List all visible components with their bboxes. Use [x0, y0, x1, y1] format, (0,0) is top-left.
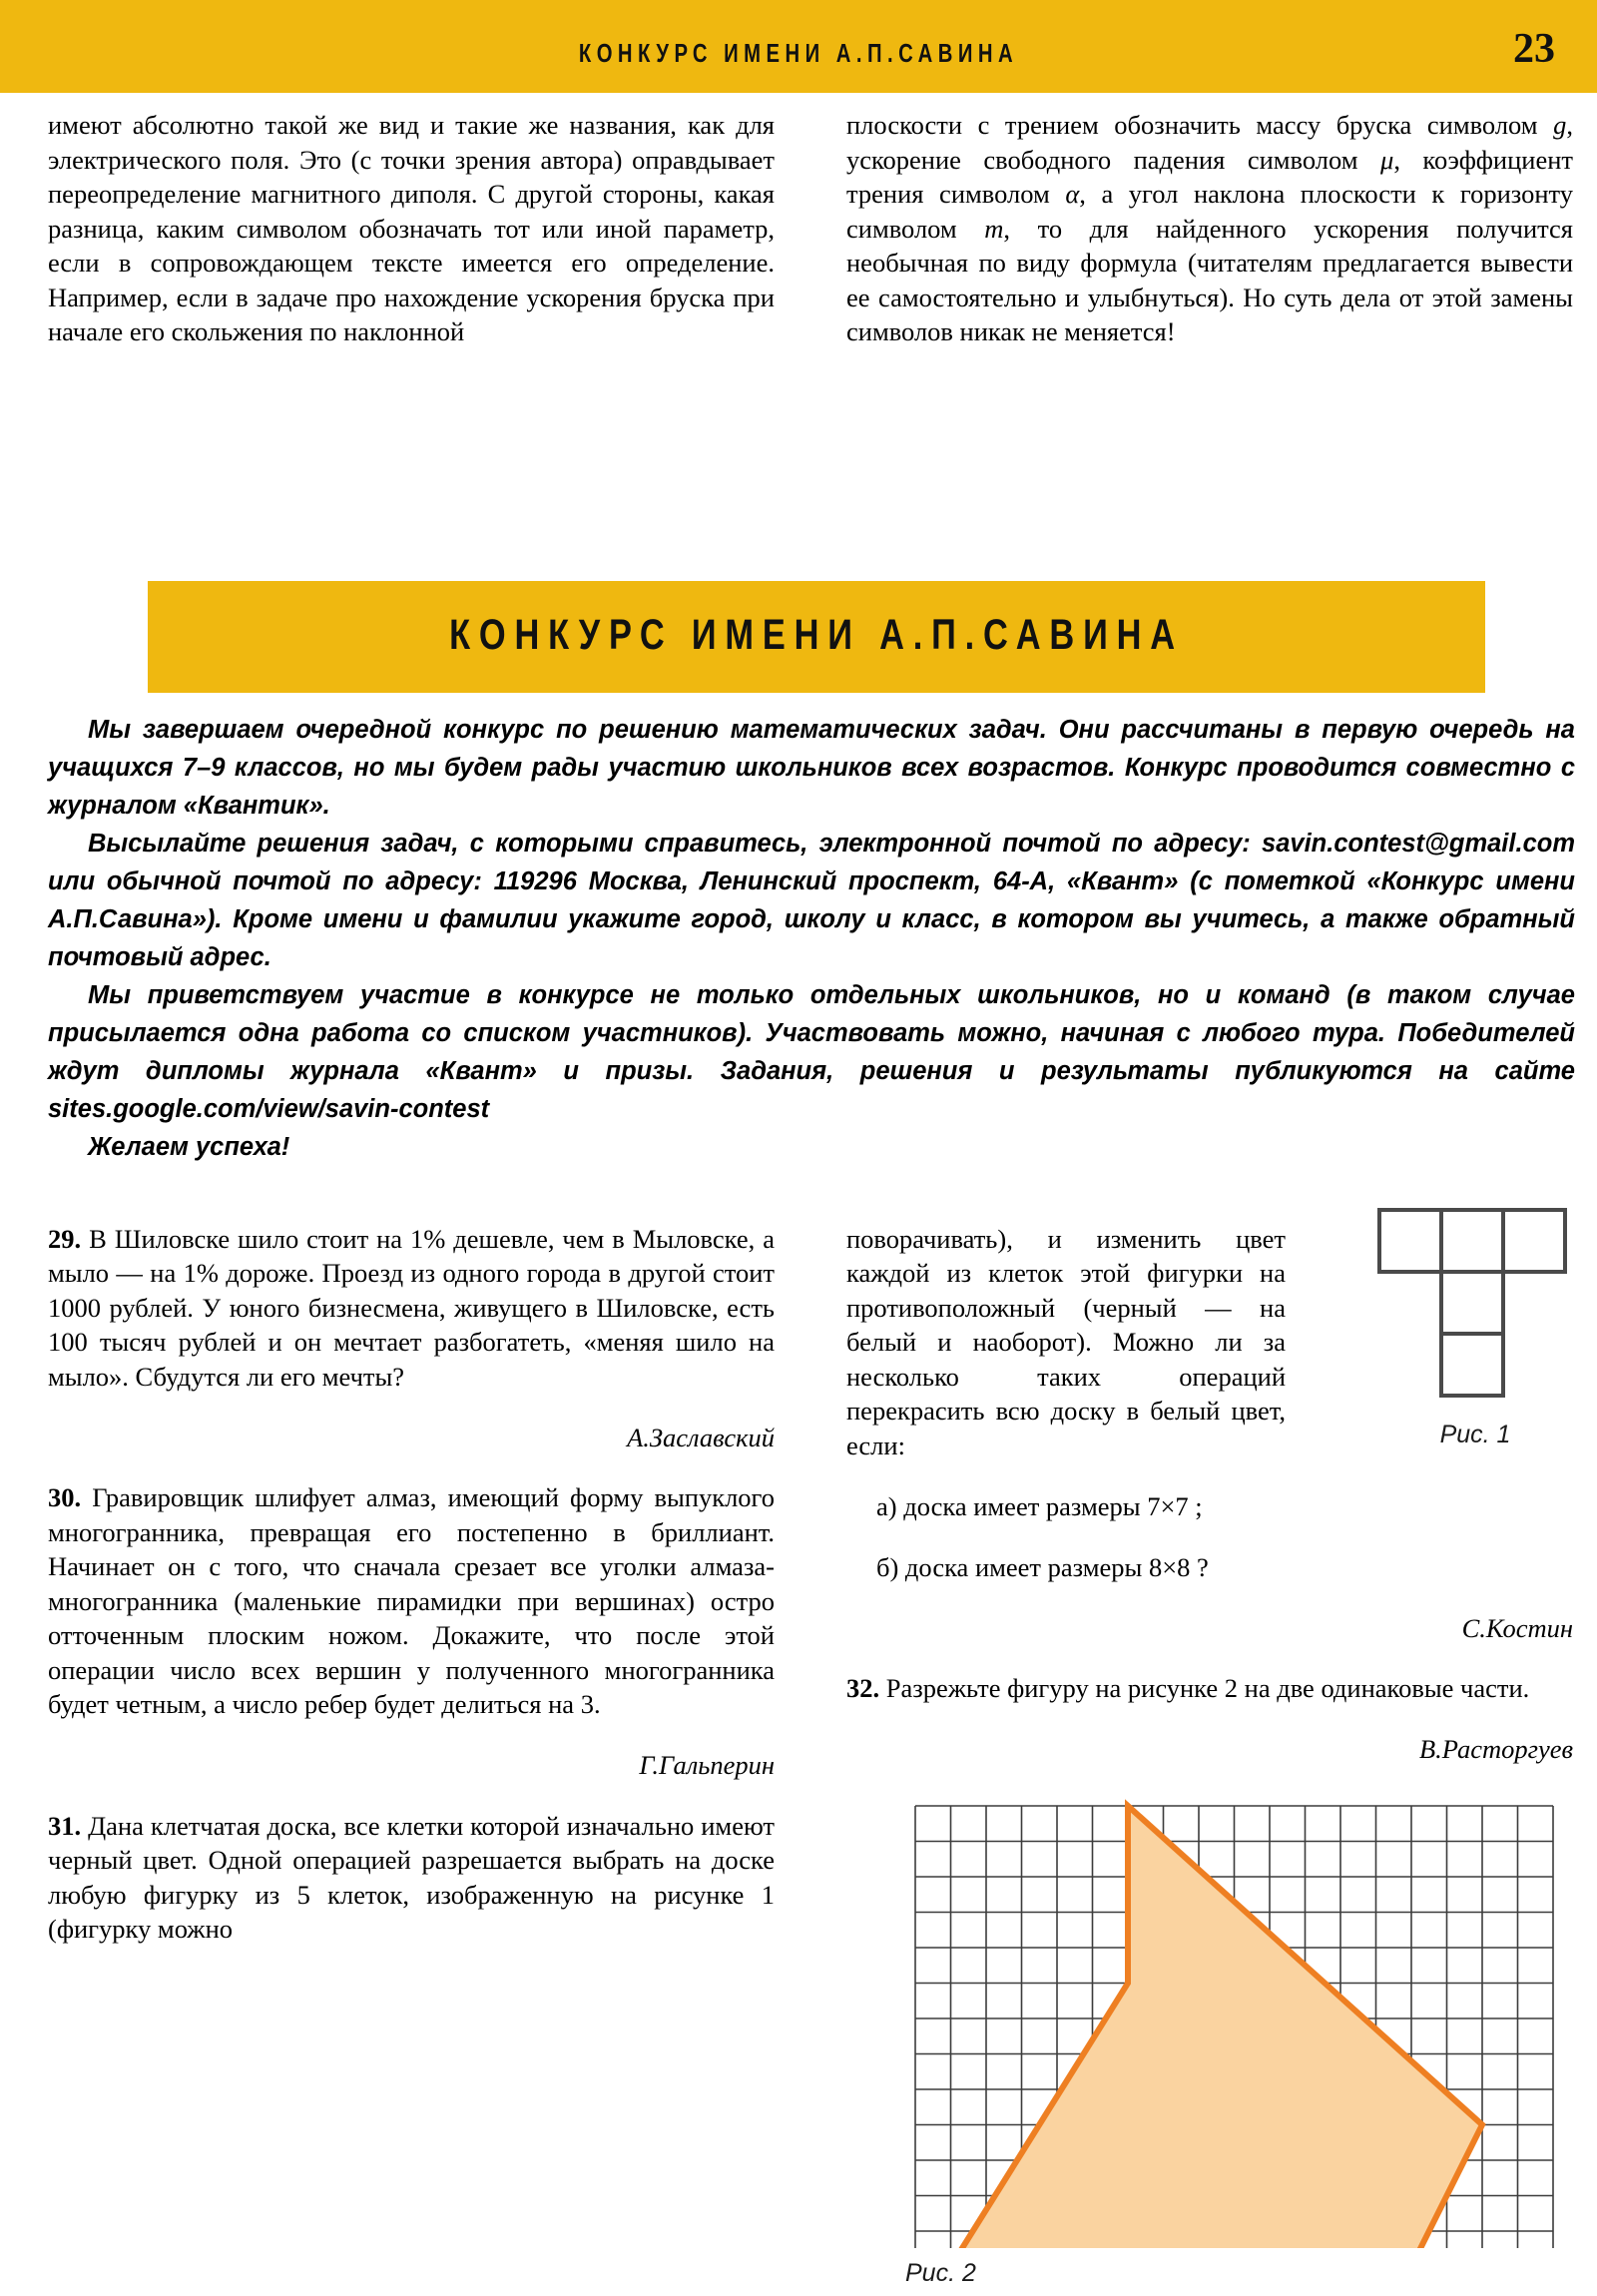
problem-30 — [48, 1480, 775, 1782]
problem-32 — [846, 1671, 1573, 1766]
problem-30-text: Гравировщик шлифует алмаз, имеющий форму выпуклого многогранника, превращая его постепенно в бриллиант. Начинает он с того, что сначала срезает все уголки алмаза-многогранника (маленькие пирамидки при вершинах) остро отточенным плоским ножом. Докажите, что после этой операции число всех вершин у полученного многогранника будет четным, а число ребер будет делиться на 3. — [48, 1482, 776, 1719]
problem-29-number: 29. — [48, 1223, 82, 1254]
article-left-column — [48, 108, 775, 349]
figure-2-caption: Рис. 2 — [905, 2259, 976, 2287]
problem-31-author: С.Костин — [1461, 1612, 1573, 1643]
figure-2-polygon — [951, 1806, 1483, 2248]
article-right-text-2: , ускорение свободного падения символом — [846, 110, 1573, 175]
article-right-column — [846, 108, 1573, 349]
figure-1 — [1375, 1206, 1575, 1449]
article-right-text-3: , коэффициент трения символом — [846, 144, 1574, 209]
intro-paragraph-2: Высылайте решения задач, с которыми справитесь, электронной почтой по адресу: savin.contest@gmail.com или обычной почтой по адресу: 119296 Москва, Ленинский проспект, 64-А, «Квант» (с пометкой «Конкурс имени А.П.Савина»). Кроме имени и фамилии укажите город, школу и класс, в котором вы учитесь, а также обратный почтовый адрес. — [48, 830, 1575, 971]
pentomino-cell — [1441, 1272, 1503, 1334]
symbol-mu: μ — [1380, 144, 1394, 175]
grid-polygon-figure-svg — [903, 1794, 1557, 2248]
contest-intro — [48, 711, 1575, 1166]
problem-31-text-part-1: Дана клетчатая доска, все клетки которой изначально имеют черный цвет. Одной операцией разрешается выбрать на доске любую фигурку из 5 клеток, изображенную на рисунке 1 (фигурку можно — [48, 1810, 775, 1944]
intro-paragraph-1: Мы завершаем очередной конкурс по решению математических задач. Они рассчитаны в первую очередь на учащихся 7–9 классов, но мы будем рады участию школьников всех возрастов. Конкурс проводится совместно с журналом «Квантик». — [48, 716, 1575, 820]
pentomino-cell — [1379, 1210, 1441, 1272]
section-title-banner — [148, 581, 1485, 693]
problem-32-author: В.Расторгуев — [1418, 1734, 1573, 1764]
problem-29-body — [48, 1222, 775, 1395]
article-right-text-4: , а угол наклона плоскости к горизонту символом — [846, 179, 1573, 244]
problem-32-number: 32. — [846, 1673, 880, 1703]
problem-32-body — [846, 1671, 1573, 1706]
pentomino-cell — [1503, 1210, 1565, 1272]
problem-31-body-start — [48, 1809, 775, 1947]
problem-31-text-part-2-wrap — [846, 1222, 1286, 1463]
problems-left-column — [48, 1195, 775, 1973]
figure-1-caption: Рис. 1 — [1439, 1421, 1511, 1448]
article-left-paragraph: имеют абсолютно такой же вид и такие же названия, как для электрического поля. Это (с точки зрения автора) оправдывает переопределение магнитного диполя. С другой стороны, какая разница, каким символом обозначать тот или иной параметр, если в сопровождающем тексте имеется его определение. Например, если в задаче про нахождение ускорения бруска при начале его скольжения по наклонной — [48, 110, 775, 346]
symbol-alpha: α — [1065, 179, 1080, 209]
problem-31-item-b: б) доска имеет размеры 8×8 ? — [876, 1551, 1209, 1582]
problem-29-author: А.Заславский — [627, 1422, 775, 1452]
running-header-title: КОНКУРС ИМЕНИ А.П.САВИНА — [578, 38, 1019, 68]
section-title: КОНКУРС ИМЕНИ А.П.САВИНА — [449, 611, 1184, 659]
page-header — [0, 0, 1597, 93]
problem-29-text: В Шиловске шило стоит на 1% дешевле, чем в Мыловске, а мыло — на 1% дороже. Проезд из одного города в другой стоит 1000 рублей. У юного бизнесмена, живущего в Шиловске, есть 100 тысяч рублей и он мечтает разбогатеть, «меняя шило на мыло». Сбудутся ли его мечты? — [48, 1223, 775, 1392]
intro-paragraph-4: Желаем успеха! — [88, 1133, 290, 1161]
intro-paragraph-3: Мы приветствуем участие в конкурсе не только отдельных школьников, но и команд (в таком случае присылается одна работа со списком участников). Участвовать можно, начиная с любого тура. Победителей ждут дипломы журнала «Квант» и призы. Задания, решения и результаты публикуются на сайте sites.google.com/view/savin-contest — [48, 981, 1575, 1123]
problem-31-text-part-2: поворачивать), и изменить цвет каждой из клеток этой фигурки на противоположный (черный — на белый и наоборот). Можно ли за несколько таких операций перекрасить всю доску в белый цвет, если: — [846, 1223, 1286, 1460]
problem-30-author: Г.Гальперин — [639, 1750, 775, 1780]
pentomino-cell — [1441, 1334, 1503, 1396]
article-right-paragraph — [846, 108, 1573, 349]
symbol-g: g — [1553, 110, 1567, 140]
pentomino-figure-svg — [1375, 1206, 1571, 1402]
problem-30-body — [48, 1480, 775, 1722]
figure-2 — [903, 1794, 1582, 2288]
problem-31-part-1 — [48, 1809, 775, 1947]
problem-31-item-a: а) доска имеет размеры 7×7 ; — [876, 1490, 1203, 1521]
page-number: 23 — [1513, 26, 1555, 72]
problem-29 — [48, 1222, 775, 1454]
problem-32-text: Разрежьте фигуру на рисунке 2 на две одинаковые части. — [885, 1673, 1530, 1703]
article-right-text-1: плоскости с трением обозначить массу бруска символом — [846, 110, 1554, 140]
symbol-m: m — [984, 213, 1004, 244]
pentomino-cell — [1441, 1210, 1503, 1272]
problem-31-number: 31. — [48, 1810, 82, 1841]
problem-30-number: 30. — [48, 1482, 82, 1512]
article-right-text-5: , то для найденного ускорения получится необычная по виду формула (читателям предлагается вывести ее самостоятельно и улыбнуться). Но суть дела от этой замены символов никак не меняется! — [846, 213, 1573, 346]
